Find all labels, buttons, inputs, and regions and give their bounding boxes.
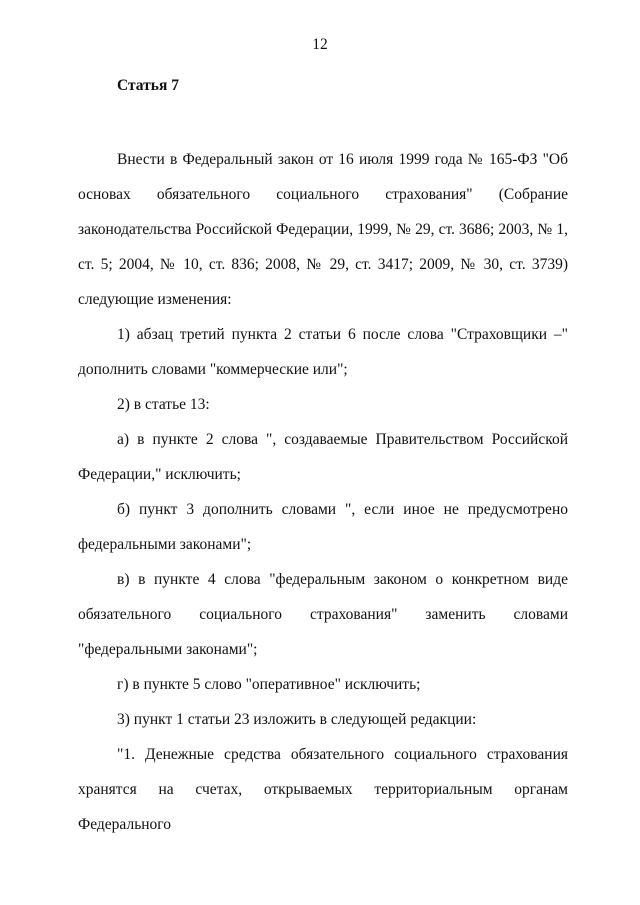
paragraph-intro: Внести в Федеральный закон от 16 июля 1999 года № 165-ФЗ "Об основах обязательного социального страхования" (Собрание законодательства Российской Федерации, 1999, № 29, ст. 3686; 2003, № 1, ст. 5; 2004, № 10, ст. 836; 2008, № 29, ст. 3417; 2009, № 30, ст. 3739) следующие изменения: <box>78 151 568 308</box>
paragraph-item-2b: б) пункт 3 дополнить словами ", если иное не предусмотрено федеральными законами"; <box>78 501 568 553</box>
document-body <box>78 142 568 842</box>
paragraph-item-2v: в) в пункте 4 слова "федеральным законом о конкретном виде обязательного социального страхования" заменить словами "федеральными законами"; <box>78 571 568 658</box>
article-title: Статья 7 <box>117 77 179 94</box>
paragraph-item-2: 2) в статье 13: <box>117 396 210 413</box>
paragraph-item-1: 1) абзац третий пункта 2 статьи 6 после слова "Страховщики –" дополнить словами "коммерческие или"; <box>78 326 568 378</box>
paragraph-quote-start: "1. Денежные средства обязательного социального страхования хранятся на счетах, открываемых территориальным органам Федерального <box>78 746 568 833</box>
page-number: 12 <box>312 36 328 53</box>
paragraph-item-2g: г) в пункте 5 слово "оперативное" исключить; <box>117 676 421 693</box>
paragraph-item-3: 3) пункт 1 статьи 23 изложить в следующей редакции: <box>117 711 477 728</box>
paragraph-item-2a: а) в пункте 2 слова ", создаваемые Правительством Российской Федерации," исключить; <box>78 431 568 483</box>
